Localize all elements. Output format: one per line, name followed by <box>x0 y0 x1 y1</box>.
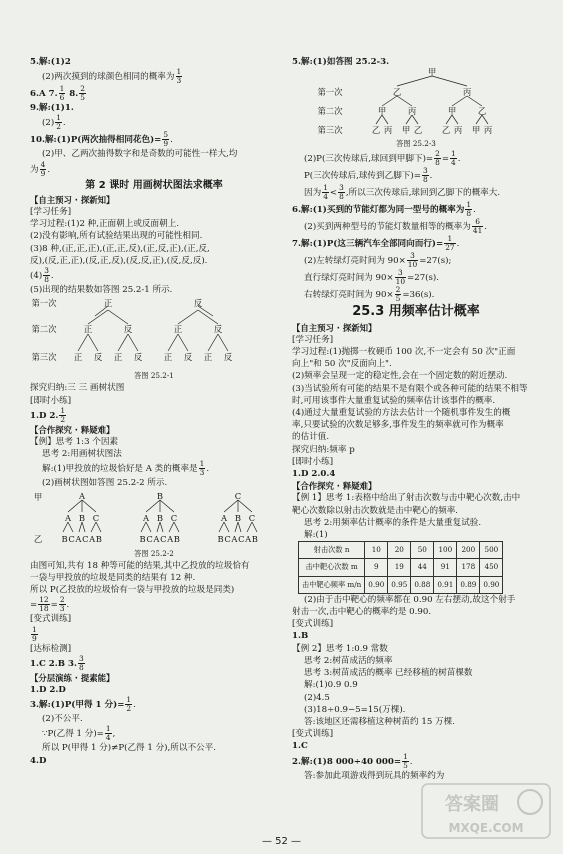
subsection-header: [变式训练] <box>292 729 334 740</box>
tree-leaves: BCACAB <box>217 533 259 544</box>
svg-text:答案圈: 答案圈 <box>445 794 499 815</box>
subsection-header: [即时小练] <box>30 395 72 406</box>
tree-diagram-25-2-1 <box>30 296 278 382</box>
section-header: 【自主预习 · 探新知】 <box>30 194 115 205</box>
tree-node: 反 <box>93 352 103 363</box>
answer-line: 1.C 2.B 3. $\frac{3}{8}$ <box>30 654 84 672</box>
answer-line: 3.解:(1)P(甲得 1 分)= $\frac{1}{2}$ . <box>30 696 136 714</box>
subsection-header: [达标检测] <box>30 643 72 654</box>
tree-node: 乙 <box>392 87 402 98</box>
table-cell: 50 <box>411 542 434 559</box>
subsection-header: [学习任务] <box>30 207 72 218</box>
table-row <box>299 576 503 593</box>
tree-node: A <box>64 512 72 523</box>
tree-node: 甲 <box>447 106 457 117</box>
answer-line: (3)当试验所有可能的结果不是有限个或各种可能的结果不相等 <box>292 383 528 394</box>
answer-line: 学习过程:(1)2 种,正面朝上或反面朝上. <box>30 219 180 230</box>
fraction: $\frac{3}{10}$ <box>395 269 406 287</box>
tree-node: A <box>78 490 86 501</box>
answer-line: 思考 2:树苗成活的频率 <box>304 655 393 666</box>
table-cell: 44 <box>411 559 434 576</box>
tree-node: 正 <box>203 352 213 363</box>
table-row <box>299 559 503 576</box>
row-header: 击中靶心频率 m/n <box>299 576 365 593</box>
fraction: $\frac{4}{9}$ <box>40 160 46 178</box>
answer-line: 1.D 2.0.4 <box>292 469 336 480</box>
answer-line: 答:该地区还需移植这种树苗约 15 万棵. <box>304 716 455 727</box>
tree-node: B <box>78 512 86 523</box>
answer-line: (2)两次摸到的球颜色相同的概率为 $\frac{1}{3}$ <box>42 68 182 86</box>
tree-node: C <box>234 490 242 501</box>
fraction: $\frac{1}{4}$ <box>323 184 328 202</box>
answer-line: 【例 1】思考 1:表格中给出了射击次数与击中靶心次数,击中 <box>292 493 521 504</box>
tree-node: B <box>156 512 164 523</box>
tree-node: 乙 <box>413 125 423 136</box>
answer-line: 2.解:(1)8 000÷40 000= $\frac{1}{5}$ . <box>292 752 413 770</box>
fraction: $\frac{2}{3}$ <box>59 596 65 614</box>
answer-line: 学习过程:(1)抛掷一枚硬币 100 次,不一定会有 50 次"正面 <box>292 347 516 358</box>
tree-diagram-svg <box>30 296 278 370</box>
answer-line: 【例 2】思考 1:0.9 常数 <box>292 643 388 654</box>
tree-node: 乙 <box>371 125 381 136</box>
row-label: 第二次 <box>317 106 343 117</box>
table-row <box>299 542 503 559</box>
answer-line: 解:(1)甲投放的垃圾恰好是 A 类的概率是 $\frac{1}{3}$ . <box>42 460 210 478</box>
table-cell: 20 <box>388 542 411 559</box>
fraction: $\frac{1}{9}$ <box>32 625 37 643</box>
section-header: 【合作探究 · 释疑难】 <box>292 481 377 492</box>
tree-node: 甲 <box>401 125 411 136</box>
tree-node: 反 <box>193 298 203 309</box>
answer-line: (2) $\frac{1}{2}$ . <box>42 114 66 132</box>
answer-line: (4)通过大量重复试验的方法去估计一个随机事件发生的概 <box>292 408 511 419</box>
answer-line: 【例】思考 1:3 个因素 <box>30 437 119 448</box>
answer-line: 探究归纳:三 三 画树状图 <box>30 383 125 394</box>
tree-node: 反 <box>133 352 143 363</box>
tree-node: C <box>248 512 256 523</box>
fraction: $\frac{5}{9}$ <box>163 131 169 149</box>
section-title: 25.3 用频率估计概率 <box>352 304 480 320</box>
row-label: 第一次 <box>31 298 57 309</box>
tree-node: 甲 <box>427 68 437 78</box>
tree-node: 丙 <box>462 87 472 98</box>
table-cell: 0.95 <box>388 576 411 593</box>
tree-node: B <box>234 512 242 523</box>
answer-line: 5.解:(1)2 <box>30 57 71 67</box>
answer-line: 解:(1) <box>304 530 328 541</box>
row-label: 乙 <box>33 533 43 544</box>
tree-leaves: BCACAB <box>139 533 181 544</box>
answer-line: 6.解:(1)买到的节能灯都为同一型号的概率为 $\frac{1}{8}$ . <box>292 201 476 219</box>
table-cell: 0.89 <box>457 576 480 593</box>
answer-line: (2)左转绿灯亮时间为 90× $\frac{3}{10}$ =27(s); <box>304 252 452 270</box>
left-column <box>30 56 278 767</box>
answer-line: 10.解:(1)P(两次抽得相同花色)= $\frac{5}{9}$ . <box>30 131 173 149</box>
answer-line: (2)没有影响,所有试验结果出现的可能性相同. <box>30 231 203 242</box>
fraction: $\frac{2}{5}$ <box>395 286 401 304</box>
figure-caption: 答图 25.2-2 <box>134 548 174 558</box>
tree-node: 正 <box>163 352 173 363</box>
tree-node: 丙 <box>407 106 417 117</box>
fraction: $\frac{1}{4}$ <box>105 725 111 743</box>
table-cell: 9 <box>365 559 388 576</box>
lesson-title: 第 2 课时 用画树状图法求概率 <box>85 179 223 191</box>
tree-node: 乙 <box>477 106 487 117</box>
tree-node: 反 <box>223 352 233 363</box>
fraction: $\frac{1}{3}$ <box>199 460 205 478</box>
right-column <box>292 56 540 782</box>
table-cell: 0.90 <box>480 576 503 593</box>
watermark-logo <box>420 780 552 842</box>
answer-line: (2)甲、乙两次抽得数字和是奇数的可能性一样大,均 <box>42 149 238 160</box>
tree-node: A <box>220 512 228 523</box>
fraction: $\frac{3}{10}$ <box>407 252 418 270</box>
answer-line: (2)不公平. <box>42 714 83 725</box>
answer-line: ∵P(乙得 1 分)= $\frac{1}{4}$ , <box>42 725 116 743</box>
tree-node: 丙 <box>383 125 393 136</box>
answer-line: 1.C <box>292 741 308 752</box>
tree-node: 乙 <box>441 125 451 136</box>
fraction: $\frac{1}{5}$ <box>403 752 408 770</box>
answer-line: 1.D 2. $\frac{1}{2}$ <box>30 406 66 424</box>
fraction: $\frac{1}{27}$ <box>445 235 455 253</box>
table-cell: 100 <box>434 542 457 559</box>
answer-line: 4.D <box>30 755 47 766</box>
answer-line: 5.解:(1)如答图 25.2-3. <box>292 57 390 67</box>
answer-line: (5)出现的结果数如答图 25.2-1 所示. <box>30 285 173 296</box>
fraction: $\frac{1}{2}$ <box>126 696 132 714</box>
tree-node: 正 <box>103 298 113 309</box>
subsection-header: [学习任务] <box>292 334 334 345</box>
section-header: 【分层演练 · 提素能】 <box>30 672 115 683</box>
fraction: $\frac{1}{4}$ <box>451 150 456 168</box>
fraction: $\frac{6}{41}$ <box>472 218 483 236</box>
answer-line <box>30 626 278 643</box>
answer-line: (2)买到两种型号的节能灯数量相等的概率为 $\frac{6}{41}$ . <box>304 218 488 236</box>
answer-line: (3)8 种,(正,正,正),(正,正,反),(正,反,正),(正,反, <box>30 243 210 254</box>
fraction: $\frac{1}{2}$ <box>60 406 66 424</box>
fraction: $\frac{1}{6}$ <box>59 85 65 103</box>
answer-line: 反),(反,正,正),(反,正,反),(反,反,正),(反,反,反). <box>30 255 208 266</box>
table-cell: 91 <box>434 559 457 576</box>
table-cell: 0.90 <box>365 576 388 593</box>
tree-diagram-25-2-2 <box>30 490 278 560</box>
tree-node: 反 <box>123 324 133 335</box>
answer-line: 率,只要试验的次数足够多,事件发生的频率就可作为概率 <box>292 420 504 431</box>
fraction: $\frac{1}{2}$ <box>56 114 61 132</box>
answer-line: 由图可知,共有 18 种等可能的结果,其中乙投放的垃圾恰有 <box>30 560 250 571</box>
answer-line: 时,可用该事件大量重复试验的频率估计该事件的概率. <box>292 395 496 406</box>
tree-leaves: BCACAB <box>61 533 103 544</box>
answer-line: 7.解:(1)P(这三辆汽车全部同向而行)= $\frac{1}{27}$ . <box>292 235 460 253</box>
section-header: 【自主预习 · 探新知】 <box>292 322 377 333</box>
row-label: 第三次 <box>317 125 343 136</box>
tree-node: C <box>170 512 178 523</box>
fraction: $\frac{3}{8}$ <box>422 167 428 185</box>
answer-line: 所以 P(甲得 1 分)≠P(乙得 1 分),所以不公平. <box>42 743 216 754</box>
answer-line: (2)4.5 <box>304 692 330 703</box>
tree-node: 正 <box>83 324 93 335</box>
frequency-table <box>298 541 503 594</box>
svg-text:MXQE.COM: MXQE.COM <box>448 821 524 835</box>
table-cell: 500 <box>480 542 503 559</box>
answer-line: 的估计值. <box>292 432 330 443</box>
fraction: $\frac{2}{5}$ <box>80 85 85 103</box>
tree-node: 丙 <box>453 125 463 136</box>
tree-diagram-svg <box>30 490 278 548</box>
tree-node: 正 <box>113 352 123 363</box>
fraction: $\frac{3}{8}$ <box>79 654 84 672</box>
table-cell: 10 <box>365 542 388 559</box>
answer-line: 为 $\frac{4}{9}$ . <box>30 160 51 178</box>
answer-line: 因为 $\frac{1}{4}$ < $\frac{3}{8}$ ,所以三次传球后,球回到乙脚下的概率大. <box>304 184 501 202</box>
answer-line: (2)P(三次传球后,球回到甲脚下)= $\frac{2}{8}$ = $\frac{1}{4}$ . <box>304 150 461 168</box>
tree-node: 甲 <box>377 106 387 117</box>
answer-line: = $\frac{12}{18}$ = $\frac{2}{3}$ . <box>30 596 70 614</box>
answer-line: 思考 2:用频率估计概率的条件是大量重复试验. <box>304 517 482 528</box>
tree-diagram-svg <box>292 68 540 138</box>
subsection-header: [变式训练] <box>30 614 72 625</box>
answer-line: 探究归纳:频率 p <box>292 444 355 455</box>
answer-line: (3)18÷0.9−5=15(万棵). <box>304 704 406 715</box>
table-cell: 19 <box>388 559 411 576</box>
tree-node: B <box>156 490 164 501</box>
answer-line: 1.D 2.D <box>30 685 66 696</box>
answer-line: 思考 3:树苗成活的概率 已经移植的树苗棵数 <box>304 668 473 679</box>
row-label: 第一次 <box>317 87 343 98</box>
page-number: — 52 — <box>261 836 302 847</box>
answer-line: 射击一次,击中靶心的概率约是 0.90. <box>292 607 432 618</box>
answer-line: 1.B <box>292 631 309 642</box>
fraction: $\frac{3}{8}$ <box>339 184 344 202</box>
row-label: 第二次 <box>31 324 57 335</box>
table-cell: 0.88 <box>411 576 434 593</box>
tree-node: 反 <box>213 324 223 335</box>
subsection-header: [即时小练] <box>292 456 334 467</box>
answer-line: 靶心次数除以射击次数就是击中靶心的频率. <box>292 505 459 516</box>
tree-node: 丙 <box>483 125 493 136</box>
tree-node: A <box>142 512 150 523</box>
fraction: $\frac{1}{3}$ <box>176 68 182 86</box>
fraction: $\frac{12}{18}$ <box>39 596 49 614</box>
fraction: $\frac{1}{8}$ <box>466 201 472 219</box>
answer-line: 向上"和 50 次"反面向上". <box>292 359 392 370</box>
answer-line: P(三次传球后,球传到乙脚下)= $\frac{3}{8}$ . <box>304 167 433 185</box>
answer-line: (2)画树状图如答图 25.2-2 所示. <box>42 478 168 489</box>
row-label: 第三次 <box>31 352 57 363</box>
tree-node: 甲 <box>471 125 481 136</box>
answer-line: 9.解:(1)1. <box>30 103 74 114</box>
answer-line: 一袋与甲投放的垃圾是同类的结果有 12 种. <box>30 573 196 584</box>
answer-line: 答:参加此项游戏得到玩具的频率约为 <box>304 770 445 781</box>
figure-caption: 答图 25.2-3 <box>396 139 436 149</box>
tree-node: 正 <box>173 324 183 335</box>
answer-line: 直行绿灯亮时间为 90× $\frac{3}{10}$ =27(s). <box>304 269 440 287</box>
answer-line: 所以 P(乙投放的垃圾恰有一袋与甲投放的垃圾是同类) <box>30 585 235 596</box>
section-header: 【合作探究 · 释疑难】 <box>30 424 115 435</box>
table-cell: 178 <box>457 559 480 576</box>
answer-line: (4) $\frac{3}{8}$ . <box>30 267 54 285</box>
answer-line: 解:(1)0.9 0.9 <box>304 680 358 691</box>
answer-line: 6.A 7. $\frac{1}{6}$ 8. $\frac{2}{5}$ <box>30 85 85 103</box>
table-cell: 0.91 <box>434 576 457 593</box>
figure-caption: 答图 25.2-1 <box>134 371 174 381</box>
tree-node: 正 <box>73 352 83 363</box>
table-cell: 200 <box>457 542 480 559</box>
tree-diagram-25-2-3 <box>292 68 540 150</box>
answer-line: (2)频率会呈现一定的稳定性,会在一个固定数的附近摆动. <box>292 371 508 382</box>
subsection-header: [变式训练] <box>292 619 334 630</box>
row-header: 击中靶心次数 m <box>299 559 365 576</box>
row-label: 甲 <box>33 491 43 502</box>
table-cell: 450 <box>480 559 503 576</box>
fraction: $\frac{2}{8}$ <box>435 150 440 168</box>
row-header: 射击次数 n <box>299 542 365 559</box>
answer-line: 思考 2:用画树状图法 <box>42 449 122 460</box>
tree-node: C <box>92 512 100 523</box>
tree-node: 反 <box>183 352 193 363</box>
fraction: $\frac{3}{8}$ <box>44 267 49 285</box>
answer-line: 右转绿灯亮时间为 90× $\frac{2}{5}$ =36(s). <box>304 286 435 304</box>
answer-line: (2)由于击中靶心的频率都在 0.90 左右摆动,故这个射手 <box>304 594 516 605</box>
